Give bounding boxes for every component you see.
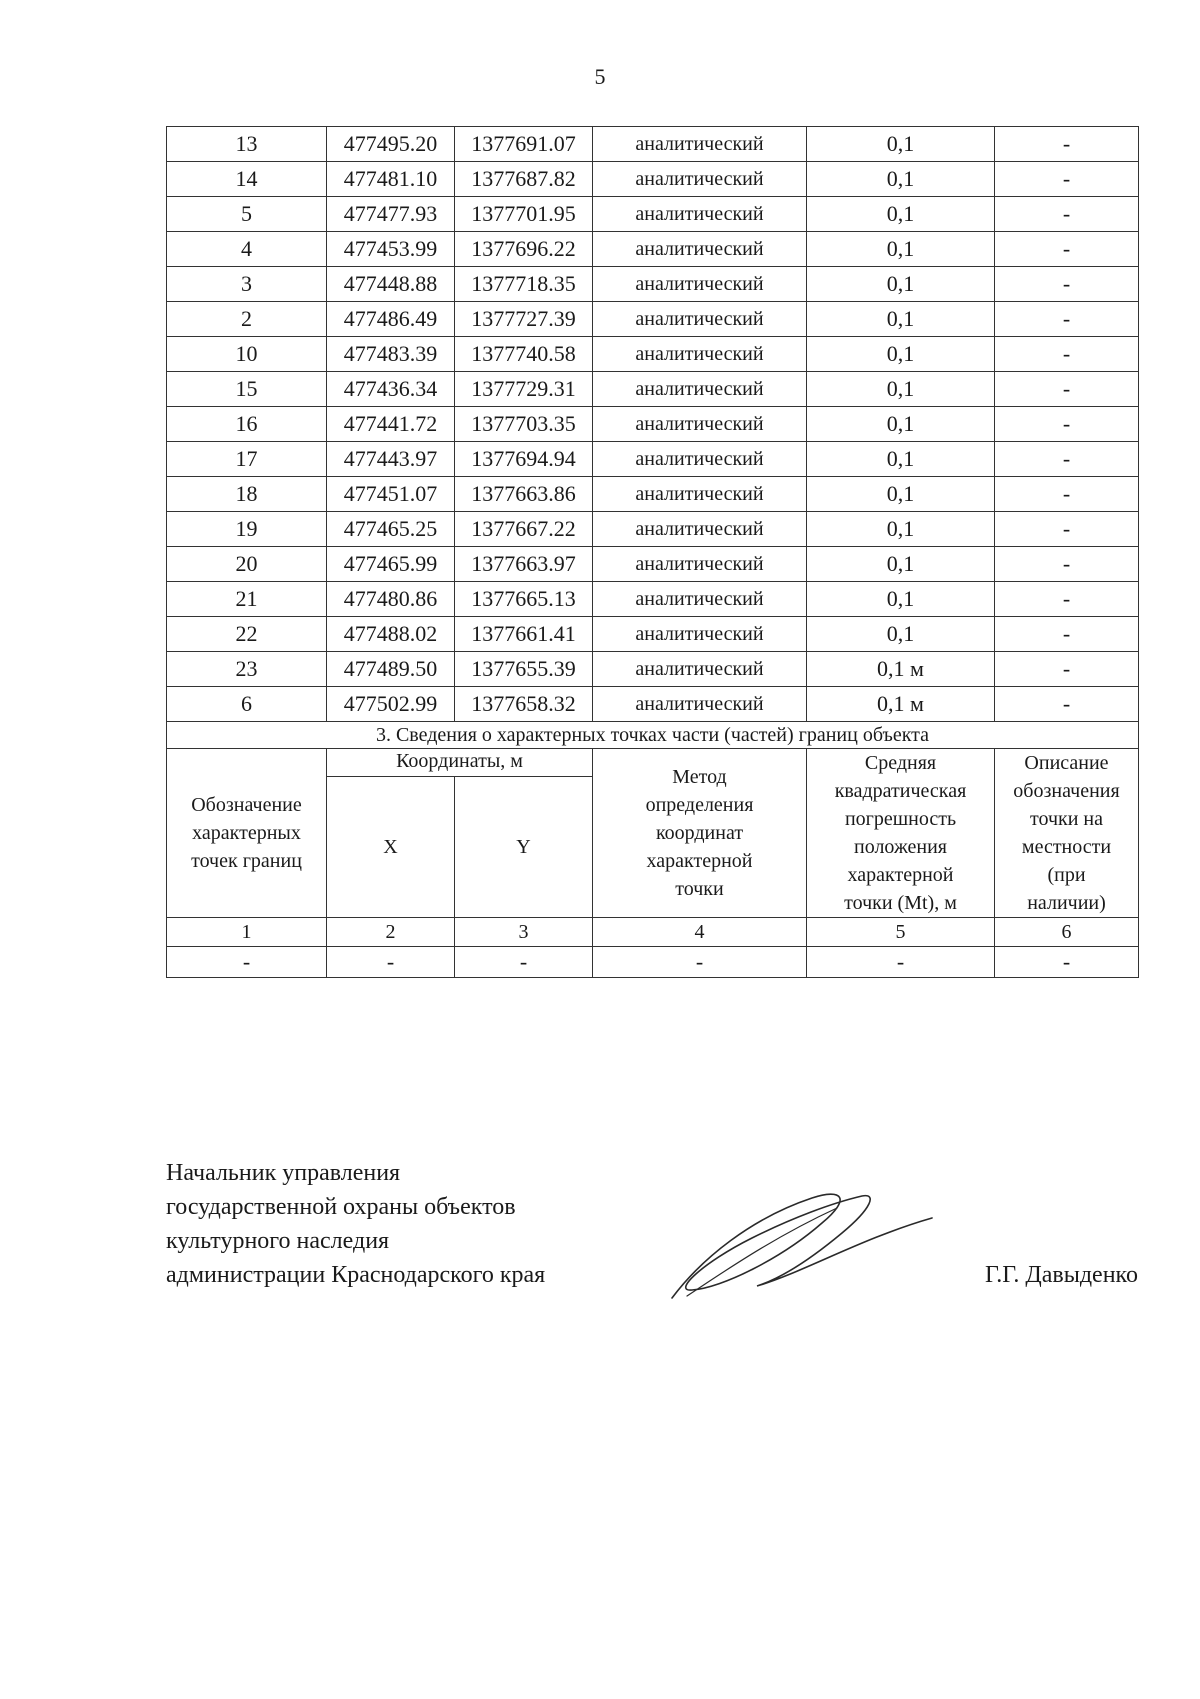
table-row (167, 477, 1139, 512)
header-method: Метод определения координат характерной точки (593, 749, 807, 918)
empty-cell: - (995, 947, 1139, 978)
cell-x: 477443.97 (327, 442, 455, 477)
cell-y: 1377663.97 (455, 547, 593, 582)
cell-error: 0,1 (807, 547, 995, 582)
cell-error: 0,1 (807, 582, 995, 617)
cell-method: аналитический (593, 582, 807, 617)
header-y: Y (455, 776, 593, 917)
table-row (167, 337, 1139, 372)
cell-error: 0,1 (807, 162, 995, 197)
cell-error: 0,1 (807, 442, 995, 477)
cell-y: 1377729.31 (455, 372, 593, 407)
header-error: Средняя квадратическая погрешность положения характерной точки (Mt), м (807, 749, 995, 918)
empty-cell: - (327, 947, 455, 978)
cell-point: 23 (167, 652, 327, 687)
cell-error: 0,1 (807, 197, 995, 232)
cell-error: 0,1 (807, 617, 995, 652)
cell-error: 0,1 (807, 512, 995, 547)
cell-method: аналитический (593, 337, 807, 372)
cell-error: 0,1 (807, 302, 995, 337)
cell-point: 20 (167, 547, 327, 582)
table-row (167, 197, 1139, 232)
column-numbers-row (167, 918, 1139, 947)
cell-y: 1377691.07 (455, 127, 593, 162)
cell-point: 16 (167, 407, 327, 442)
cell-x: 477465.25 (327, 512, 455, 547)
cell-desc: - (995, 477, 1139, 512)
cell-desc: - (995, 162, 1139, 197)
cell-x: 477480.86 (327, 582, 455, 617)
header-desc: Описание обозначения точки на местности (при наличии) (995, 749, 1139, 918)
table-row (167, 407, 1139, 442)
cell-point: 3 (167, 267, 327, 302)
position-line: культурного наследия (166, 1228, 390, 1254)
cell-error: 0,1 м (807, 652, 995, 687)
table-row (167, 162, 1139, 197)
cell-method: аналитический (593, 302, 807, 337)
table-row (167, 582, 1139, 617)
cell-desc: - (995, 582, 1139, 617)
column-number: 6 (995, 918, 1139, 947)
cell-error: 0,1 (807, 477, 995, 512)
cell-y: 1377655.39 (455, 652, 593, 687)
cell-y: 1377696.22 (455, 232, 593, 267)
empty-cell: - (167, 947, 327, 978)
empty-cell: - (593, 947, 807, 978)
header-point: Обозначение характерных точек границ (167, 749, 327, 918)
cell-desc: - (995, 687, 1139, 722)
cell-point: 6 (167, 687, 327, 722)
header-x: X (327, 776, 455, 917)
cell-method: аналитический (593, 652, 807, 687)
cell-y: 1377740.58 (455, 337, 593, 372)
cell-desc: - (995, 617, 1139, 652)
cell-error: 0,1 (807, 407, 995, 442)
cell-x: 477453.99 (327, 232, 455, 267)
cell-y: 1377661.41 (455, 617, 593, 652)
cell-error: 0,1 м (807, 687, 995, 722)
table-body (167, 127, 1139, 978)
position-line: администрации Краснодарского края (166, 1262, 546, 1288)
cell-x: 477477.93 (327, 197, 455, 232)
cell-x: 477486.49 (327, 302, 455, 337)
header-coords-group: Координаты, м (327, 749, 593, 777)
table-row (167, 372, 1139, 407)
cell-method: аналитический (593, 547, 807, 582)
cell-y: 1377687.82 (455, 162, 593, 197)
cell-point: 14 (167, 162, 327, 197)
cell-desc: - (995, 512, 1139, 547)
table-row (167, 127, 1139, 162)
cell-desc: - (995, 232, 1139, 267)
cell-method: аналитический (593, 687, 807, 722)
cell-point: 10 (167, 337, 327, 372)
cell-point: 17 (167, 442, 327, 477)
cell-method: аналитический (593, 127, 807, 162)
cell-point: 22 (167, 617, 327, 652)
cell-x: 477465.99 (327, 547, 455, 582)
column-number: 3 (455, 918, 593, 947)
section-3-title-row (167, 722, 1139, 749)
page-number: 5 (594, 64, 606, 89)
cell-x: 477436.34 (327, 372, 455, 407)
table-row (167, 512, 1139, 547)
cell-method: аналитический (593, 512, 807, 547)
cell-method: аналитический (593, 617, 807, 652)
cell-error: 0,1 (807, 372, 995, 407)
cell-error: 0,1 (807, 127, 995, 162)
cell-y: 1377667.22 (455, 512, 593, 547)
cell-method: аналитический (593, 407, 807, 442)
cell-point: 21 (167, 582, 327, 617)
cell-error: 0,1 (807, 232, 995, 267)
cell-desc: - (995, 302, 1139, 337)
boundary-points-table (166, 126, 1139, 978)
cell-desc: - (995, 197, 1139, 232)
cell-method: аналитический (593, 197, 807, 232)
cell-point: 2 (167, 302, 327, 337)
cell-x: 477441.72 (327, 407, 455, 442)
cell-desc: - (995, 442, 1139, 477)
cell-y: 1377665.13 (455, 582, 593, 617)
column-number: 4 (593, 918, 807, 947)
cell-x: 477495.20 (327, 127, 455, 162)
cell-y: 1377658.32 (455, 687, 593, 722)
cell-error: 0,1 (807, 267, 995, 302)
cell-x: 477483.39 (327, 337, 455, 372)
table-row (167, 302, 1139, 337)
cell-desc: - (995, 372, 1139, 407)
cell-y: 1377694.94 (455, 442, 593, 477)
cell-x: 477481.10 (327, 162, 455, 197)
cell-desc: - (995, 267, 1139, 302)
cell-desc: - (995, 547, 1139, 582)
empty-cell: - (455, 947, 593, 978)
empty-cell: - (807, 947, 995, 978)
cell-method: аналитический (593, 267, 807, 302)
cell-desc: - (995, 652, 1139, 687)
cell-point: 18 (167, 477, 327, 512)
signer-name: Г.Г. Давыденко (985, 1262, 1138, 1288)
column-number: 1 (167, 918, 327, 947)
cell-desc: - (995, 337, 1139, 372)
position-line: государственной охраны объектов (166, 1194, 516, 1220)
signature-position (166, 1156, 545, 1292)
table-row (167, 687, 1139, 722)
cell-point: 15 (167, 372, 327, 407)
cell-point: 5 (167, 197, 327, 232)
column-number: 2 (327, 918, 455, 947)
cell-method: аналитический (593, 477, 807, 512)
cell-point: 13 (167, 127, 327, 162)
table-row (167, 547, 1139, 582)
cell-error: 0,1 (807, 337, 995, 372)
cell-desc: - (995, 407, 1139, 442)
cell-method: аналитический (593, 162, 807, 197)
cell-method: аналитический (593, 442, 807, 477)
cell-point: 4 (167, 232, 327, 267)
cell-y: 1377663.86 (455, 477, 593, 512)
cell-y: 1377701.95 (455, 197, 593, 232)
cell-y: 1377727.39 (455, 302, 593, 337)
cell-point: 19 (167, 512, 327, 547)
handwritten-signature (662, 1178, 942, 1308)
header-row (167, 749, 1139, 777)
position-line: Начальник управления (166, 1160, 401, 1186)
cell-x: 477488.02 (327, 617, 455, 652)
cell-x: 477448.88 (327, 267, 455, 302)
cell-desc: - (995, 127, 1139, 162)
table-row (167, 232, 1139, 267)
cell-x: 477502.99 (327, 687, 455, 722)
cell-y: 1377718.35 (455, 267, 593, 302)
cell-y: 1377703.35 (455, 407, 593, 442)
cell-x: 477489.50 (327, 652, 455, 687)
empty-data-row (167, 947, 1139, 978)
cell-method: аналитический (593, 372, 807, 407)
cell-method: аналитический (593, 232, 807, 267)
cell-x: 477451.07 (327, 477, 455, 512)
section-3-title: 3. Сведения о характерных точках части (частей) границ объекта (167, 722, 1139, 749)
table-row (167, 267, 1139, 302)
table-row (167, 442, 1139, 477)
table-row (167, 652, 1139, 687)
table-row (167, 617, 1139, 652)
column-number: 5 (807, 918, 995, 947)
